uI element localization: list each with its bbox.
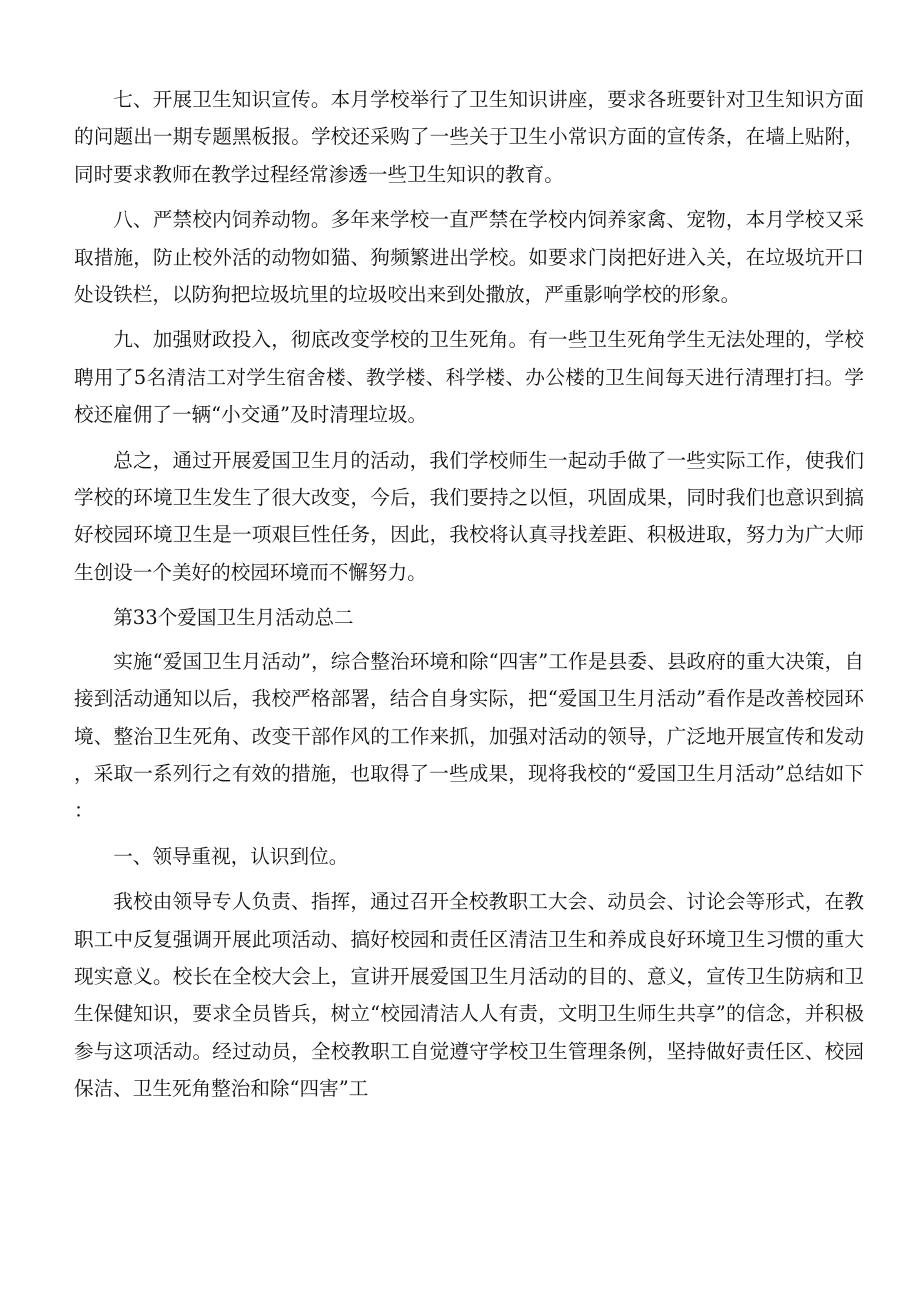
paragraph-section-seven: 七、开展卫生知识宣传。本月学校举行了卫生知识讲座，要求各班要针对卫生知识方面的问题出一期专题黑板报。学校还采购了一些关于卫生小常识方面的宣传条，在墙上贴附，同时要求教师在教学过程经常渗透一些卫生知识的教育。	[74, 88, 864, 186]
paragraph-section-nine: 九、加强财政投入，彻底改变学校的卫生死角。有一些卫生死角学生无法处理的，学校聘用了5名清洁工对学生宿舍楼、教学楼、科学楼、办公楼的卫生间每天进行清理打扫。学校还雇佣了一辆“小交通”及时清理垃圾。	[74, 328, 864, 427]
paragraph-introduction: 实施“爱国卫生月活动”，综合整治环境和除“四害”工作是县委、县政府的重大决策，自接到活动通知以后，我校严格部署，结合自身实际，把“爱国卫生月活动”看作是改善校园环境、整治卫生死角、改变干部作风的工作来抓，加强对活动的领导，广泛地开展宣传和发动，采取一系列行之有效的措施，也取得了一些成果，现将我校的“爱国卫生月活动”总结如下：	[74, 649, 864, 823]
document-page	[74, 81, 864, 1116]
paragraph-point-one-body: 我校由领导专人负责、指挥，通过召开全校教职工大会、动员会、讨论会等形式，在教职工中反复强调开展此项活动、搞好校园和责任区清洁卫生和养成良好环境卫生习惯的重大现实意义。校长在全校大会上，宣讲开展爱国卫生月活动的目的、意义，宣传卫生防病和卫生保健知识，要求全员皆兵，树立“校园清洁人人有责，文明卫生师生共享”的信念，并积极参与这项活动。经过动员，全校教职工自觉遵守学校卫生管理条例，坚持做好责任区、校园保洁、卫生死角整治和除“四害”工	[74, 890, 864, 1101]
paragraph-conclusion: 总之，通过开展爱国卫生月的活动，我们学校师生一起动手做了一些实际工作，使我们学校的环境卫生发生了很大改变，今后，我们要持之以恒，巩固成果，同时我们也意识到搞好校园环境卫生是一项艰巨性任务，因此，我校将认真寻找差距、积极进取，努力为广大师生创设一个美好的校园环境而不懈努力。	[74, 448, 864, 584]
section-heading: 第33个爱国卫生月活动总二	[113, 606, 354, 630]
paragraph-point-one-title: 一、领导重视，认识到位。	[113, 844, 349, 868]
paragraph-section-eight: 八、严禁校内饲养动物。多年来学校一直严禁在学校内饲养家禽、宠物，本月学校又采取措施，防止校外活的动物如猫、狗频繁进出学校。如要求门岗把好进入关，在垃圾坑开口处设铁栏，以防狗把垃圾坑里的垃圾咬出来到处撒放，严重影响学校的形象。	[74, 208, 864, 307]
